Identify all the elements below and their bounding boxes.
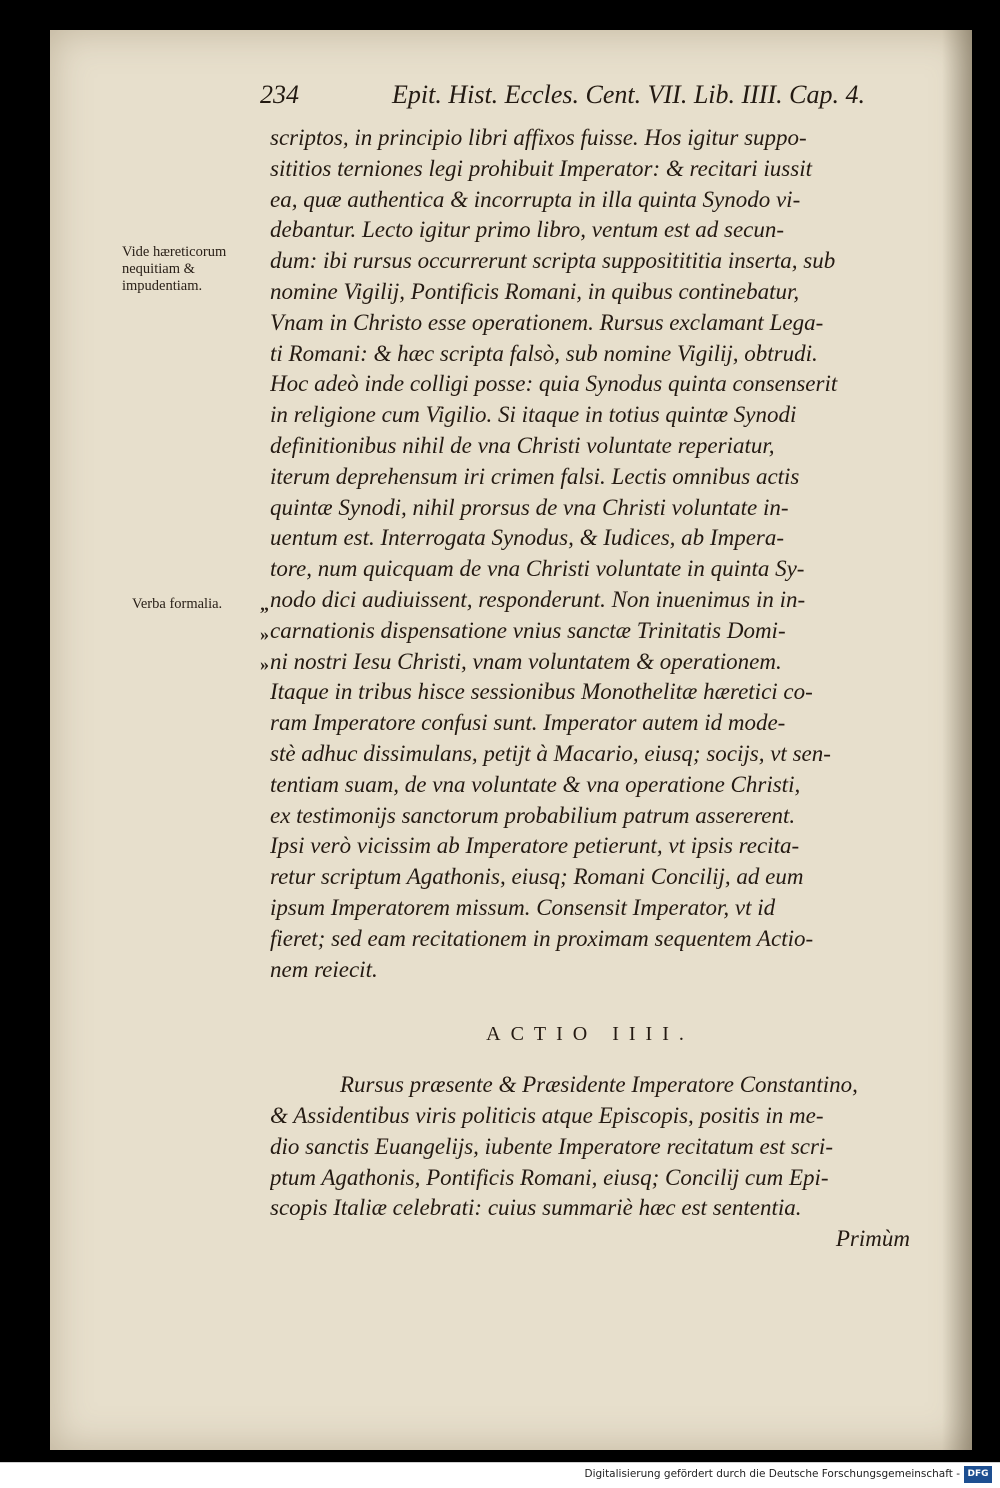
main-text — [270, 123, 910, 1255]
page-spine-shadow — [942, 30, 972, 1450]
text-line: dio sanctis Euangelijs, iubente Imperatore recitatum est scri- — [270, 1133, 833, 1159]
dfg-logo-icon: DFG — [964, 1466, 992, 1483]
spacer — [270, 1050, 910, 1070]
text-line: ptum Agathonis, Pontificis Romani, eiusq; Concilij cum Epi- — [270, 1164, 829, 1190]
catchword: Primùm — [835, 1226, 910, 1252]
spacer — [270, 985, 910, 1019]
text-line: ipsum Imperatorem missum. Consensit Imperator, vt id — [270, 894, 776, 920]
text-line: ram Imperatore confusi sunt. Imperator autem id mode- — [270, 710, 786, 736]
text-line: ea, quæ authentica & incorrupta in illa quinta Synodo vi- — [270, 186, 801, 212]
text-line: debantur. Lecto igitur primo libro, ventum est ad secun- — [270, 217, 785, 243]
footer-bar — [0, 1462, 1000, 1488]
text-line: retur scriptum Agathonis, eiusq; Romani Concilij, ad eum — [270, 864, 804, 890]
text-line: Hoc adeò inde colligi posse: quia Synodus quinta consenserit — [270, 371, 838, 397]
margin-note-verba-formalia: Verba formalia. — [132, 596, 223, 612]
text-line: in religione cum Vigilio. Si itaque in totius quintæ Synodi — [270, 402, 797, 428]
text-line: carnationis dispensatione vnius sanctæ Trinitatis Domi- — [270, 617, 786, 643]
section-heading: ACTIO IIII. — [486, 1023, 694, 1046]
text-line: nomine Vigilij, Pontificis Romani, in quibus continebatur, — [270, 278, 800, 304]
text-line: scopis Italiæ celebrati: cuius summariè hæc est sententia. — [270, 1195, 802, 1221]
text-line: Itaque in tribus hisce sessionibus Monothelitæ hæretici co- — [270, 679, 813, 705]
text-line: stè adhuc dissimulans, petijt à Macario, eiusq; socijs, vt sen- — [270, 740, 831, 766]
text-line: Ipsi verò vicissim ab Imperatore petierunt, vt ipsis recita- — [270, 833, 800, 859]
text-line: ex testimonijs sanctorum probabilium patrum assererent. — [270, 802, 796, 828]
text-line: quintæ Synodi, nihil prorsus de vna Christi voluntate in- — [270, 494, 789, 520]
text-line: uentum est. Interrogata Synodus, & Iudices, ab Impera- — [270, 525, 785, 551]
text-line: iterum deprehensum iri crimen falsi. Lectis omnibus actis — [270, 463, 800, 489]
text-line: Vnam in Christo esse operationem. Rursus exclamant Lega- — [270, 309, 824, 335]
quote-mark: » — [260, 624, 269, 644]
text-line: nodo dici audiuissent, responderunt. Non inuenimus in in- — [270, 586, 806, 612]
text-line: fieret; sed eam recitationem in proximam sequentem Actio- — [270, 925, 814, 951]
text-line: dum: ibi rursus occurrerunt scripta suppositititia inserta, sub — [270, 248, 836, 274]
margin-note-heretics: Vide hæreticorum nequitiam & impudentiam. — [122, 244, 227, 294]
text-line: definitionibus nihil de vna Christi voluntate reperiatur, — [270, 432, 775, 458]
book-page — [50, 30, 972, 1450]
text-line: & Assidentibus viris politicis atque Episcopis, positis in me- — [270, 1102, 824, 1128]
running-title: Epit. Hist. Eccles. Cent. VII. Lib. IIII. Cap. 4. — [392, 80, 865, 109]
text-line: tentiam suam, de vna voluntate & vna operatione Christi, — [270, 771, 801, 797]
text-line: sititios terniones legi prohibuit Imperator: & recitari iussit — [270, 155, 812, 181]
quote-mark: „ — [260, 594, 269, 614]
funding-credit: Digitalisierung gefördert durch die Deutsche Forschungsgemeinschaft - — [584, 1468, 960, 1480]
running-header — [260, 80, 865, 120]
quote-mark: » — [260, 654, 269, 674]
page-number: 234 — [260, 80, 299, 109]
text-line: scriptos, in principio libri affixos fuisse. Hos igitur suppo- — [270, 125, 807, 150]
text-line: nem reiecit. — [270, 956, 378, 982]
text-line: tore, num quicquam de vna Christi voluntate in quinta Sy- — [270, 556, 805, 582]
text-line: ti Romani: & hæc scripta falsò, sub nomine Vigilij, obtrudi. — [270, 340, 818, 366]
text-line: ni nostri Iesu Christi, vnam voluntatem & operationem. — [270, 648, 782, 674]
text-line: Rursus præsente & Præsidente Imperatore Constantino, — [340, 1072, 858, 1098]
